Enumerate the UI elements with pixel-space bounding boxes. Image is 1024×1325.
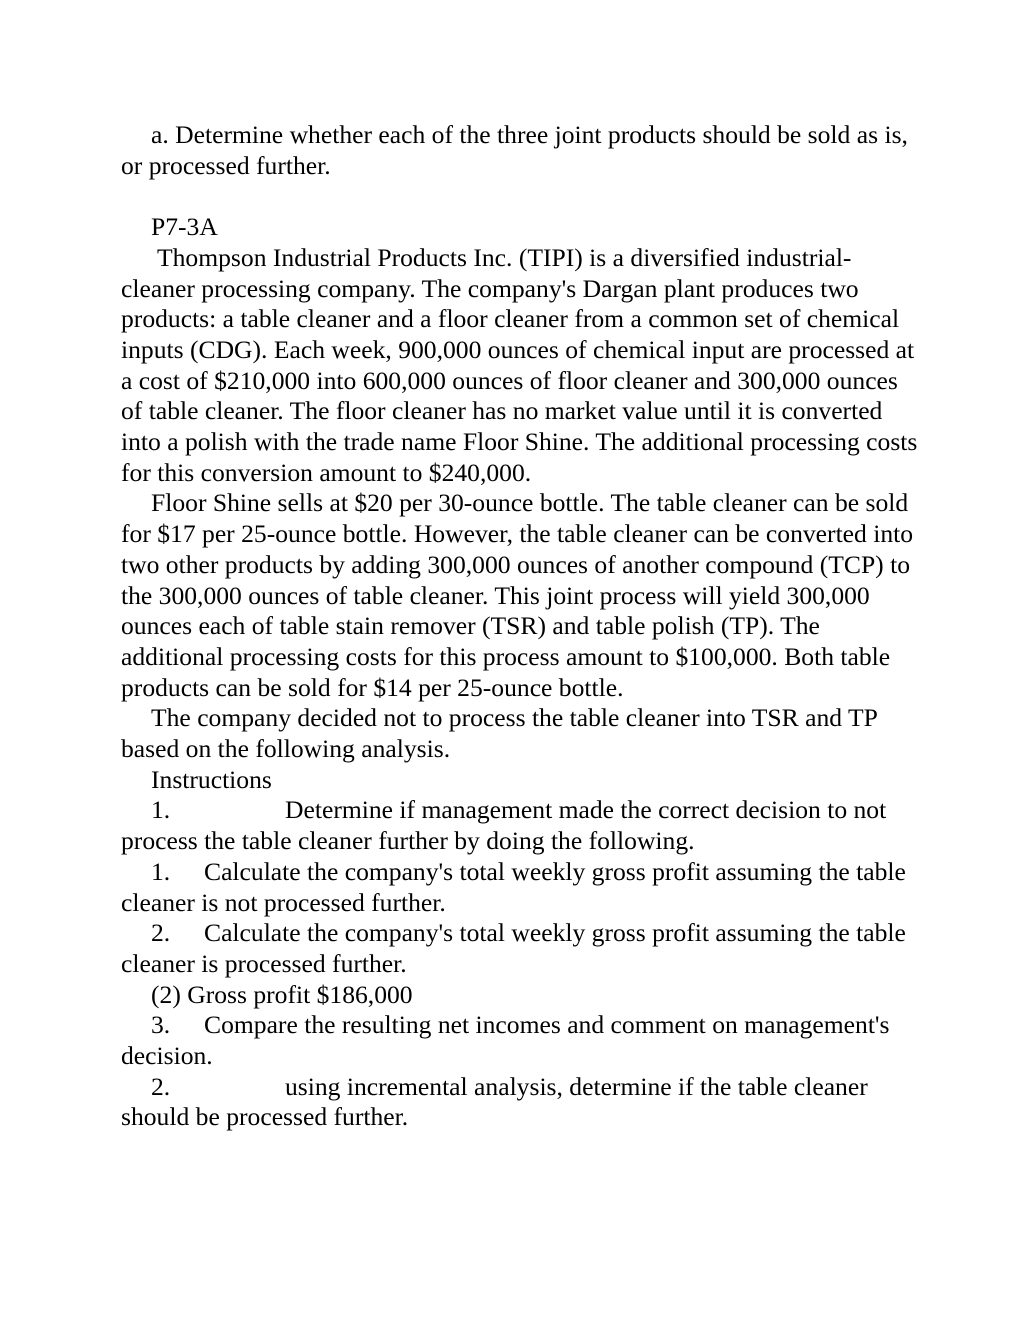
- instruction-item-2: [121, 1072, 921, 1133]
- sub-item-2-text: Calculate the company's total weekly gross profit assuming the table cleaner is processed further.: [121, 918, 906, 978]
- sub-item-2: [121, 918, 921, 979]
- problem-paragraph-3: The company decided not to process the table cleaner into TSR and TP based on the following analysis.: [121, 703, 877, 764]
- instruction-item-2-number: 2.: [151, 1071, 171, 1101]
- part-a-question: a. Determine whether each of the three joint products should be sold as is, or processed further.: [121, 120, 908, 180]
- sub-item-3-text: Compare the resulting net incomes and comment on management's decision.: [121, 1010, 890, 1071]
- instruction-item-1-number: 1.: [151, 795, 171, 825]
- instructions-heading: Instructions: [151, 764, 272, 794]
- instruction-item-1-text: Determine if management made the correct decision to not process the table cleaner further by doing the following.: [121, 795, 887, 856]
- sub-item-2-number: 2.: [151, 918, 171, 948]
- sub-item-1-text: Calculate the company's total weekly gross profit assuming the table cleaner is not processed further.: [121, 856, 906, 917]
- problem-id: P7-3A: [151, 212, 218, 242]
- instruction-item-2-text: using incremental analysis, determine if the table cleaner should be processed further.: [121, 1071, 868, 1132]
- problem-paragraph-2: Floor Shine sells at $20 per 30-ounce bottle. The table cleaner can be sold for $17 per 25-ounce bottle. However, the table cleaner can be converted into two other products by adding 300,000 ounces of another compound (TCP) to the 300,000 ounces of table cleaner. This joint process will yield 300,000 ounces each of table stain remover (TSR) and table polish (TP). The additional processing costs for this process amount to $100,000. Both table products can be sold for $14 per 25-ounce bottle.: [121, 488, 914, 702]
- document-body: [121, 120, 921, 1133]
- problem-paragraph-1: Thompson Industrial Products Inc. (TIPI) is a diversified industrial-cleaner processing company. The company's Dargan plant produces two products: a table cleaner and a floor cleaner from a common set of chemical inputs (CDG). Each week, 900,000 ounces of chemical input are processed at a cost of $210,000 into 600,000 ounces of floor cleaner and 300,000 ounces of table cleaner. The floor cleaner has no market value until it is converted into a polish with the trade name Floor Shine. The additional processing costs for this conversion amount to $240,000.: [121, 242, 918, 487]
- sub-item-1-number: 1.: [151, 856, 171, 886]
- sub-item-1: [121, 857, 921, 918]
- sub-item-3: [121, 1010, 921, 1071]
- answer-hint: (2) Gross profit $186,000: [151, 979, 413, 1009]
- instruction-item-1: [121, 795, 921, 856]
- sub-item-3-number: 3.: [151, 1010, 171, 1040]
